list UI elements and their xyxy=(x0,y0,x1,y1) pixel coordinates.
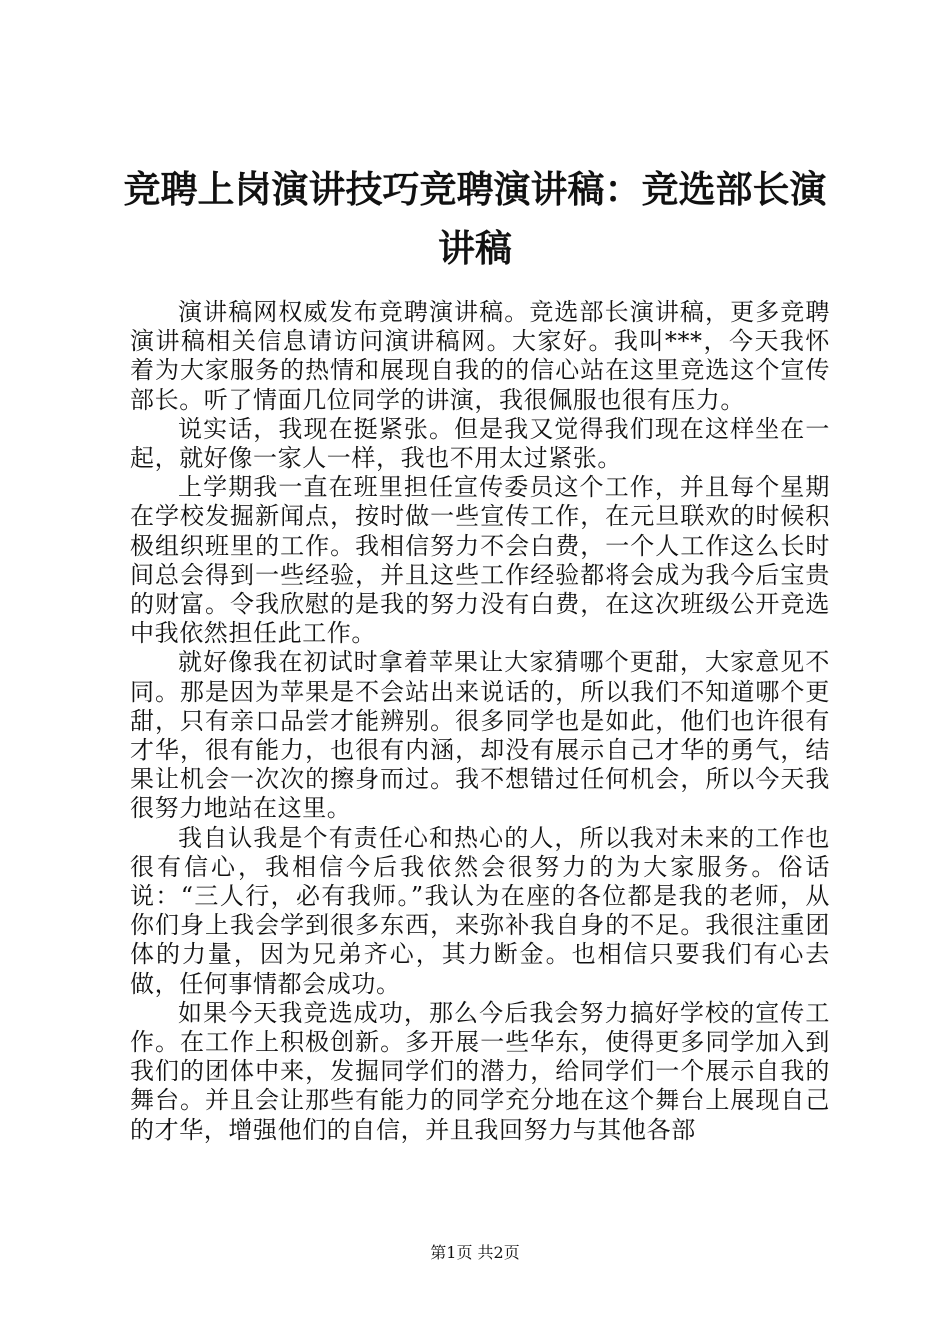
paragraph: 说实话，我现在挺紧张。但是我又觉得我们现在这样坐在一起，就好像一家人一样，我也不用太过紧张。 xyxy=(130,414,830,473)
document-body xyxy=(130,298,830,1145)
paragraph: 演讲稿网权威发布竞聘演讲稿。竞选部长演讲稿，更多竞聘演讲稿相关信息请访问演讲稿网。大家好。我叫***，今天我怀着为大家服务的热情和展现自我的的信心站在这里竞选这个宣传部长。听了情面几位同学的讲演，我很佩服也很有压力。 xyxy=(130,298,830,414)
paragraph: 上学期我一直在班里担任宣传委员这个工作，并且每个星期在学校发掘新闻点，按时做一些宣传工作，在元旦联欢的时候积极组织班里的工作。我相信努力不会白费，一个人工作这么长时间总会得到一些经验，并且这些工作经验都将会成为我今后宝贵的财富。令我欣慰的是我的努力没有白费，在这次班级公开竞选中我依然担任此工作。 xyxy=(130,473,830,648)
paragraph: 我自认我是个有责任心和热心的人，所以我对未来的工作也很有信心，我相信今后我依然会很努力的为大家服务。俗话说：“三人行，必有我师。”我认为在座的各位都是我的老师，从你们身上我会学到很多东西，来弥补我自身的不足。我很注重团体的力量，因为兄弟齐心，其力断金。也相信只要我们有心去做，任何事情都会成功。 xyxy=(130,823,830,998)
paragraph: 如果今天我竞选成功，那么今后我会努力搞好学校的宣传工作。在工作上积极创新。多开展一些华东，使得更多同学加入到我们的团体中来，发掘同学们的潜力，给同学们一个展示自我的舞台。并且会让那些有能力的同学充分地在这个舞台上展现自己的才华，增强他们的自信，并且我回努力与其他各部 xyxy=(130,998,830,1144)
paragraph: 就好像我在初试时拿着苹果让大家猜哪个更甜，大家意见不同。那是因为苹果是不会站出来说话的，所以我们不知道哪个更甜，只有亲口品尝才能辨别。很多同学也是如此，他们也许很有才华，很有能力，也很有内涵，却没有展示自己才华的勇气，结果让机会一次次的擦身而过。我不想错过任何机会，所以今天我很努力地站在这里。 xyxy=(130,648,830,823)
page-number-footer: 第1页 共2页 xyxy=(430,1243,520,1262)
document-title: 竞聘上岗演讲技巧竞聘演讲稿：竞选部长演讲稿 xyxy=(123,167,827,270)
